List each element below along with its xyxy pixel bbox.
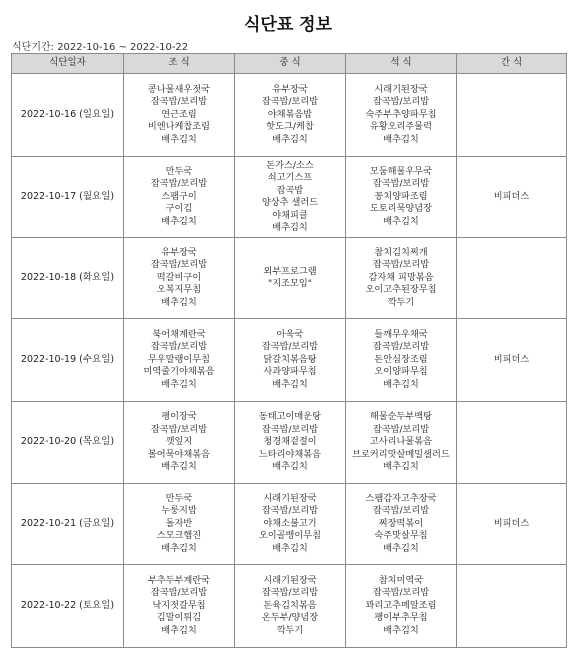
dish-item: 배추김치: [161, 461, 197, 473]
dish-item: 모둠해물우무국: [369, 165, 433, 177]
table-row: [12, 402, 567, 484]
dish-item: 김말이튀김: [156, 612, 202, 624]
dish-item: 유부장국: [272, 83, 308, 95]
dish-item: 감자채 피망볶음: [368, 271, 434, 283]
table-body: [12, 74, 567, 648]
dish-item: 시래기된장국: [263, 574, 317, 586]
header-snack: 간 식: [457, 54, 567, 74]
meal-cell-lunch: [235, 484, 346, 565]
dish-item: 팽이장국: [161, 411, 197, 423]
meal-cell-snack: [457, 74, 567, 157]
dish-item: 들깨무우채국: [374, 328, 428, 340]
dish-item: 배추김치: [383, 215, 419, 227]
dish-item: 스팸구이: [161, 190, 197, 202]
dish-item: 꽈리고추메알조림: [365, 599, 437, 611]
meal-cell-snack: [457, 319, 567, 402]
meal-cell-dinner: [346, 157, 457, 238]
meal-cell-snack: [457, 484, 567, 565]
dish-item: 오복지무침: [156, 284, 202, 296]
dish-item: 구이김: [165, 203, 193, 215]
dish-item: 잡곡밥/보리밥: [372, 96, 430, 108]
dish-item: 잡곡밥/보리밥: [372, 505, 430, 517]
meal-cell-breakfast: [124, 157, 235, 238]
header-date: 식단일자: [12, 54, 124, 74]
meal-cell-lunch: [235, 157, 346, 238]
dish-item: 배추김치: [272, 461, 308, 473]
dish-item: 배추김치: [383, 378, 419, 390]
dish-item: 만두국: [165, 492, 193, 504]
dish-item: 무우말랭이무침: [147, 353, 211, 365]
dish-item: 배추김치: [383, 461, 419, 473]
dish-item: 잡곡밥/보리밥: [150, 178, 208, 190]
meal-cell-lunch: [235, 565, 346, 648]
table-row: [12, 565, 567, 648]
dish-item: 잡곡밥/보리밥: [150, 259, 208, 271]
dish-item: 야채피클: [272, 209, 308, 221]
meal-cell-lunch: [235, 402, 346, 484]
dish-item: 꽁치양파조림: [374, 190, 428, 202]
dish-item: 팽이부추무침: [374, 612, 428, 624]
meal-cell-snack: [457, 565, 567, 648]
dish-item: 잡곡밥/보리밥: [372, 423, 430, 435]
meal-cell-dinner: [346, 565, 457, 648]
dish-item: 떡갈비구이: [156, 271, 202, 283]
dish-item: 참치김치찌개: [374, 246, 428, 258]
dish-item: 잡곡밥/보리밥: [372, 587, 430, 599]
dish-item: 배추김치: [272, 133, 308, 145]
meal-cell-lunch: [235, 74, 346, 157]
dish-item: 돈육김치볶음: [263, 599, 317, 611]
dish-item: 비피더스: [493, 353, 530, 365]
dish-item: 배추김치: [161, 133, 197, 145]
dish-item: 오이양파무침: [374, 366, 428, 378]
meal-date: 2022-10-17 (월요일): [12, 157, 124, 238]
dish-item: 스팸감자고추장국: [365, 492, 437, 504]
dish-item: 깍두기: [387, 296, 415, 308]
dish-item: 배추김치: [272, 542, 308, 554]
dish-item: 외부프로그램: [263, 265, 317, 277]
meal-cell-snack: [457, 157, 567, 238]
dish-item: 고사리나물볶음: [369, 436, 433, 448]
dish-item: 오이고추된장무침: [365, 284, 437, 296]
dish-item: 동태고이매운탕: [258, 411, 322, 423]
dish-item: 온두부/양념장: [261, 612, 319, 624]
meal-date: 2022-10-16 (일요일): [12, 74, 124, 157]
dish-item: 배추김치: [161, 296, 197, 308]
meal-cell-breakfast: [124, 74, 235, 157]
dish-item: 돈가스/소스: [266, 159, 314, 171]
dish-item: 잡곡밥/보리밥: [261, 423, 319, 435]
dish-item: 비피더스: [493, 517, 530, 529]
dish-item: 배추김치: [161, 542, 197, 554]
dish-item: 부추두부계란국: [147, 574, 211, 586]
meal-cell-snack: [457, 238, 567, 319]
meal-date: 2022-10-18 (화요일): [12, 238, 124, 319]
dish-item: 배추김치: [383, 624, 419, 636]
meal-cell-breakfast: [124, 319, 235, 402]
dish-item: 잡곡밥/보리밥: [372, 259, 430, 271]
dish-item: 배추김치: [161, 624, 197, 636]
meal-date: 2022-10-21 (금요일): [12, 484, 124, 565]
header-lunch: 중 식: [235, 54, 346, 74]
dish-item: 잡곡밥/보리밥: [261, 341, 319, 353]
dish-item: 누룽지밥: [161, 505, 197, 517]
table-row: [12, 319, 567, 402]
dish-item: 찌장떡볶이: [378, 517, 424, 529]
dish-item: 잡곡밥/보리밥: [150, 341, 208, 353]
meal-cell-breakfast: [124, 484, 235, 565]
dish-item: 배추김치: [161, 378, 197, 390]
dish-item: 시래기된장국: [374, 83, 428, 95]
meal-cell-dinner: [346, 74, 457, 157]
dish-item: 쇠고기스프: [267, 172, 313, 183]
dish-item: 낙지젓갈무침: [152, 599, 206, 611]
page-title: 식단표 정보: [243, 15, 333, 35]
dish-item: 깻잎지: [165, 436, 193, 448]
dish-item: 잡곡밥/보리밥: [261, 587, 319, 599]
meal-date: 2022-10-20 (목요일): [12, 402, 124, 484]
dish-item: 잡곡밥/보리밥: [150, 96, 208, 108]
dish-item: 배추김치: [161, 215, 197, 227]
dish-item: 연근조림: [161, 108, 197, 120]
dish-item: 양상추 샐러드: [261, 197, 319, 208]
dish-item: 해물순두부백탕: [369, 411, 433, 423]
header-dinner: 석 식: [346, 54, 457, 74]
dish-item: 핫도그/케찹: [266, 121, 314, 133]
meal-cell-breakfast: [124, 238, 235, 319]
dish-item: 숙주부추양파무침: [365, 108, 437, 120]
dish-item: 아욱국: [276, 328, 304, 340]
dish-item: 잡곡밥/보리밥: [261, 505, 319, 517]
dish-item: 야채소불고기: [263, 517, 317, 529]
meal-table: [11, 53, 567, 648]
dish-item: 유부장국: [161, 246, 197, 258]
dish-item: 콩나물새우젓국: [147, 83, 211, 95]
dish-item: 배추김치: [272, 222, 308, 233]
dish-item: 비엔나케찹조림: [147, 121, 211, 133]
dish-item: 잡곡밥/보리밥: [372, 341, 430, 353]
dish-item: 잡곡밥/보리밥: [261, 96, 319, 108]
dish-item: 배추김치: [383, 133, 419, 145]
dish-item: 배추김치: [272, 378, 308, 390]
table-header-row: [12, 54, 567, 74]
meal-period: 식단기간: 2022-10-16 ~ 2022-10-22: [12, 42, 189, 53]
dish-item: 돌자반: [165, 517, 193, 529]
dish-item: 도토리묵양념장: [369, 203, 433, 215]
dish-item: 돈안심장조림: [374, 353, 428, 365]
table-row: [12, 484, 567, 565]
dish-item: 미역줄기야채볶음: [143, 366, 215, 378]
dish-item: 잡곡밥/보리밥: [150, 423, 208, 435]
meal-cell-lunch: [235, 319, 346, 402]
dish-item: 숙주맛살무침: [374, 530, 428, 542]
dish-item: "지조모임": [268, 278, 312, 289]
dish-item: 유황오리주물럭: [369, 121, 433, 133]
meal-date: 2022-10-19 (수요일): [12, 319, 124, 402]
dish-item: 스모크햄진: [156, 530, 202, 542]
meal-cell-breakfast: [124, 565, 235, 648]
dish-item: 느타리야채볶음: [258, 448, 322, 460]
meal-cell-lunch: [235, 238, 346, 319]
dish-item: 사과양파무침: [263, 366, 317, 378]
dish-item: 청경채겉절이: [263, 436, 317, 448]
table-row: [12, 74, 567, 157]
dish-item: 오이골뱅이무침: [258, 530, 322, 542]
dish-item: 만두국: [165, 165, 193, 177]
dish-item: 깍두기: [276, 624, 304, 636]
table-row: [12, 238, 567, 319]
dish-item: 참치미역국: [378, 574, 424, 586]
dish-item: 브로커리맛살메밀샐러드: [352, 448, 450, 460]
meal-date: 2022-10-22 (토요일): [12, 565, 124, 648]
dish-item: 시래기된장국: [263, 492, 317, 504]
dish-item: 비피더스: [493, 190, 530, 202]
meal-cell-dinner: [346, 484, 457, 565]
meal-cell-breakfast: [124, 402, 235, 484]
dish-item: 야채볶음밥: [267, 108, 313, 120]
meal-cell-dinner: [346, 238, 457, 319]
header-breakfast: 조 식: [124, 54, 235, 74]
table-row: [12, 157, 567, 238]
meal-cell-dinner: [346, 402, 457, 484]
meal-cell-snack: [457, 402, 567, 484]
dish-item: 잡곡밥: [276, 184, 304, 196]
meal-cell-dinner: [346, 319, 457, 402]
dish-item: 잡곡밥/보리밥: [150, 587, 208, 599]
dish-item: 배추김치: [383, 542, 419, 554]
dish-item: 닭갈치볶음탕: [263, 353, 317, 365]
dish-item: 북어채계란국: [152, 328, 206, 340]
dish-item: 잡곡밥/보리밥: [372, 178, 430, 190]
dish-item: 볼어묵야채볶음: [147, 448, 211, 460]
